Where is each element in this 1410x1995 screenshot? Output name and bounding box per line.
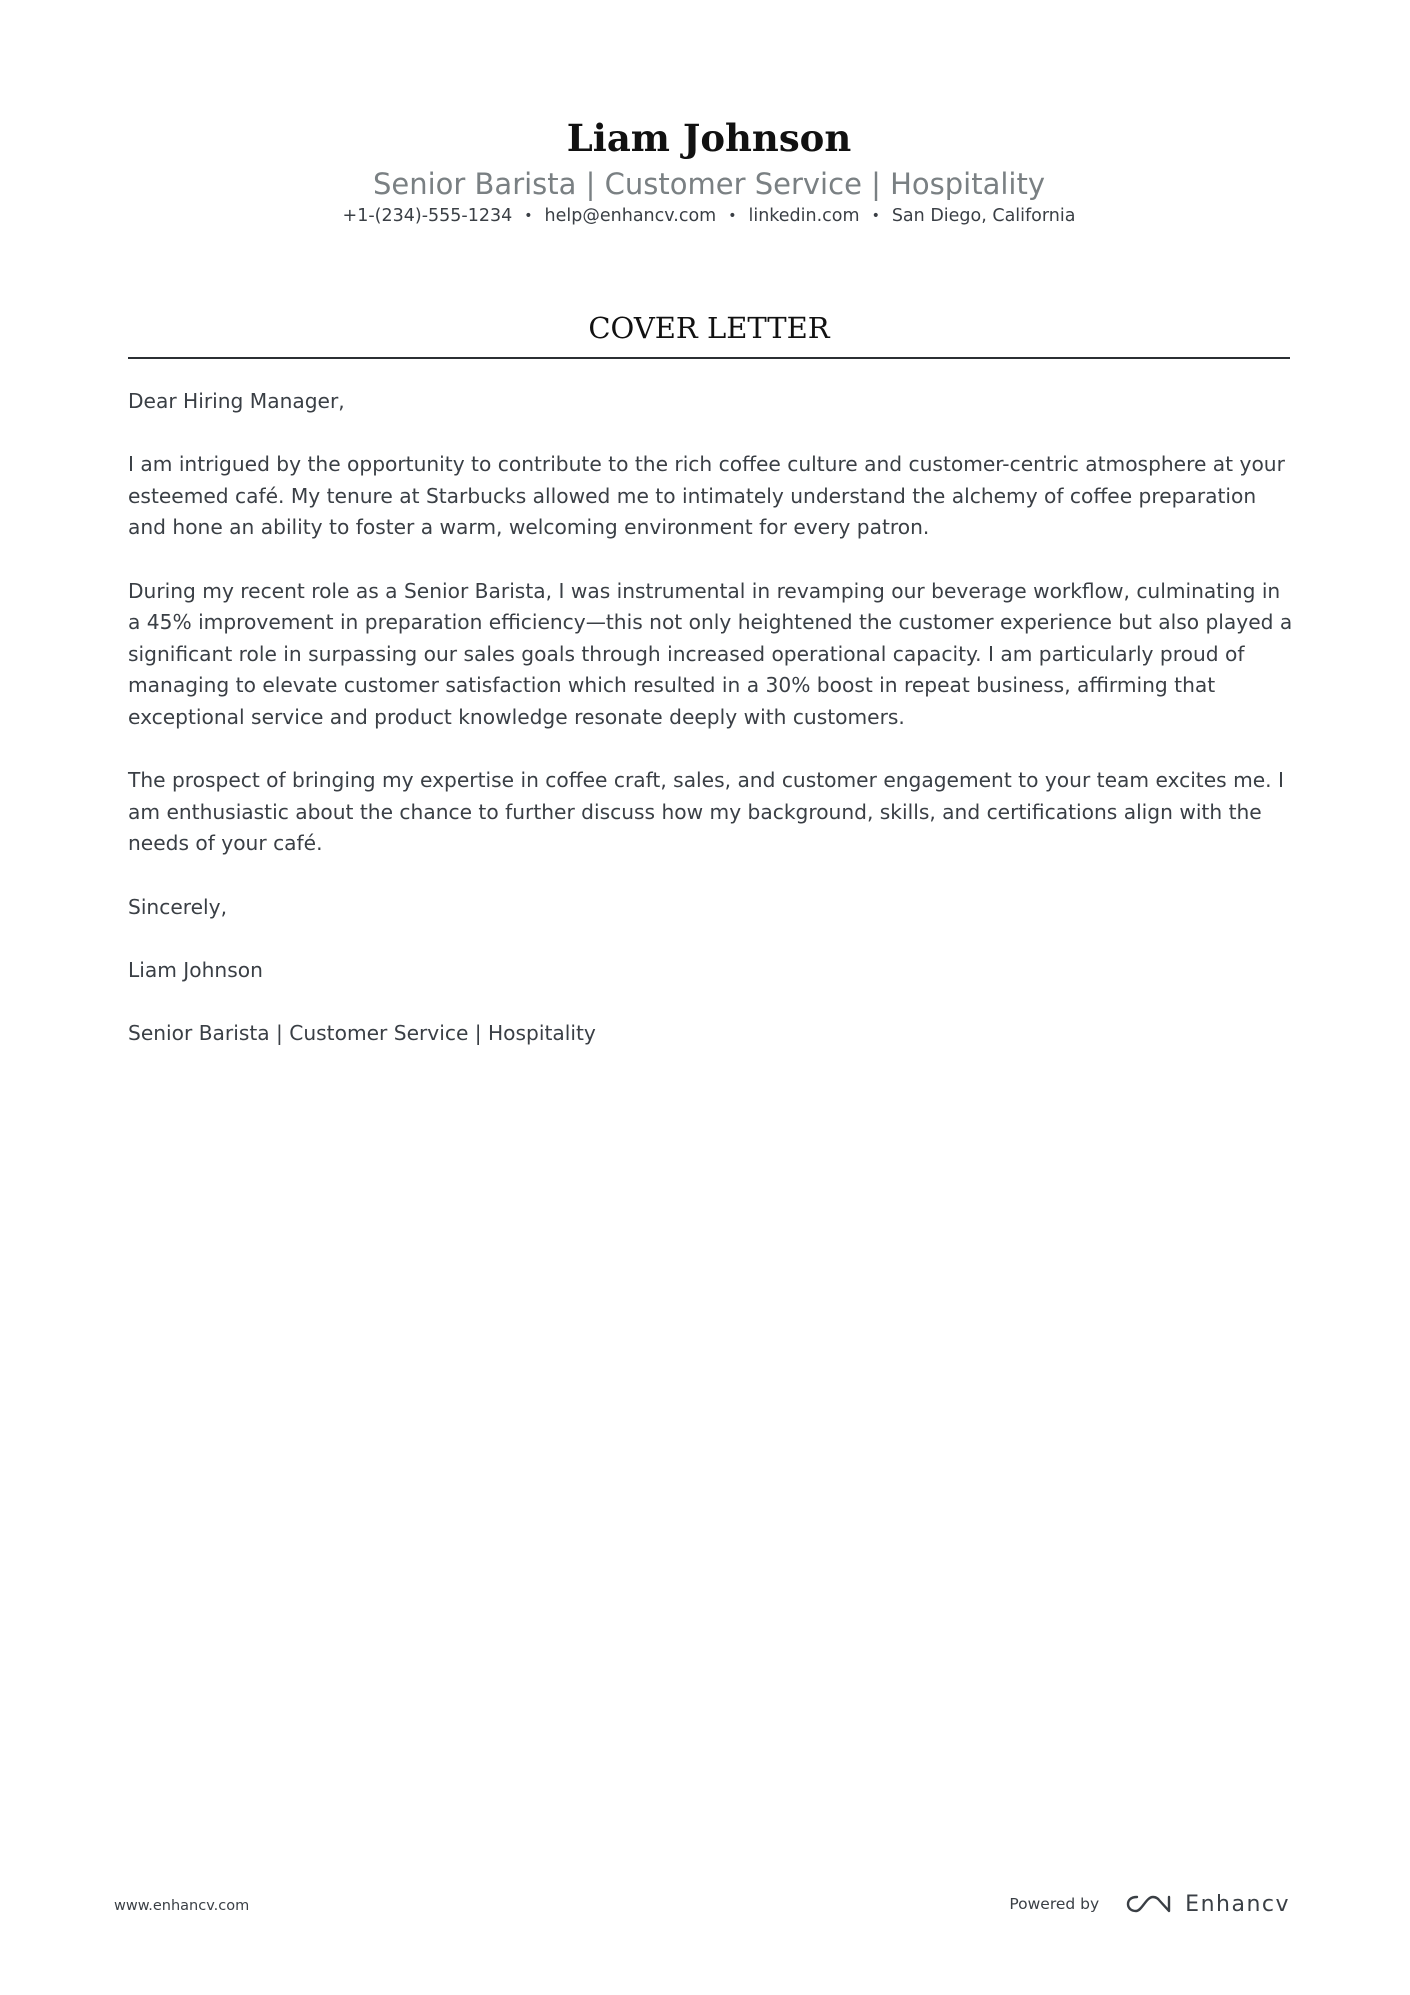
- enhancv-infinity-logo-icon: [1125, 1892, 1173, 1916]
- contact-phone: +1-(234)-555-1234: [342, 206, 513, 226]
- applicant-headline: Senior Barista | Customer Service | Hospitality: [372, 167, 1046, 201]
- contact-separator: •: [728, 208, 737, 224]
- applicant-name: Liam Johnson: [566, 116, 852, 160]
- contact-location: San Diego, California: [891, 206, 1076, 226]
- contact-line: [128, 204, 1290, 228]
- letter-paragraph: During my recent role as a Senior Barista, I was instrumental in revamping our beverage workflow, culminating in a 45% improvement in preparation efficiency—this not only heightened the customer experience but also played a significant role in surpassing our sales goals through increased operational capacity. I am particularly proud of managing to elevate customer satisfaction which resulted in a 30% boost in repeat business, affirming that exceptional service and product knowledge resonate deeply with customers.: [128, 578, 1293, 729]
- letter-paragraph: The prospect of bringing my expertise in coffee craft, sales, and customer engagement to your team excites me. I am enthusiastic about the chance to further discuss how my background, skills, and certifications align with the needs of your café.: [128, 768, 1284, 856]
- brand-name: Enhancv: [1185, 1891, 1290, 1917]
- signature-name: Liam Johnson: [128, 957, 263, 982]
- section-divider: [128, 357, 1290, 359]
- section-title: COVER LETTER: [588, 311, 830, 345]
- letter-closing: Sincerely,: [128, 894, 227, 919]
- brand-logo[interactable]: [1125, 1892, 1290, 1917]
- letter-paragraph: I am intrigued by the opportunity to contribute to the rich coffee culture and customer-centric atmosphere at your esteemed café. My tenure at Starbucks allowed me to intimately understand the alchemy of coffee preparation and hone an ability to foster a warm, welcoming environment for every patron.: [128, 452, 1285, 540]
- footer-branding[interactable]: [1009, 1884, 1290, 1924]
- contact-email[interactable]: help@enhancv.com: [544, 206, 717, 226]
- contact-separator: •: [871, 208, 880, 224]
- powered-by-label: Powered by: [1009, 1895, 1100, 1913]
- contact-linkedin[interactable]: linkedin.com: [748, 206, 860, 226]
- resume-header: [128, 112, 1290, 228]
- letter-greeting: Dear Hiring Manager,: [128, 389, 345, 413]
- contact-separator: •: [524, 208, 533, 224]
- footer-website-link[interactable]: www.enhancv.com: [114, 1898, 250, 1914]
- signature-title: Senior Barista | Customer Service | Hospitality: [128, 1020, 596, 1045]
- letter-body: [128, 386, 1296, 1081]
